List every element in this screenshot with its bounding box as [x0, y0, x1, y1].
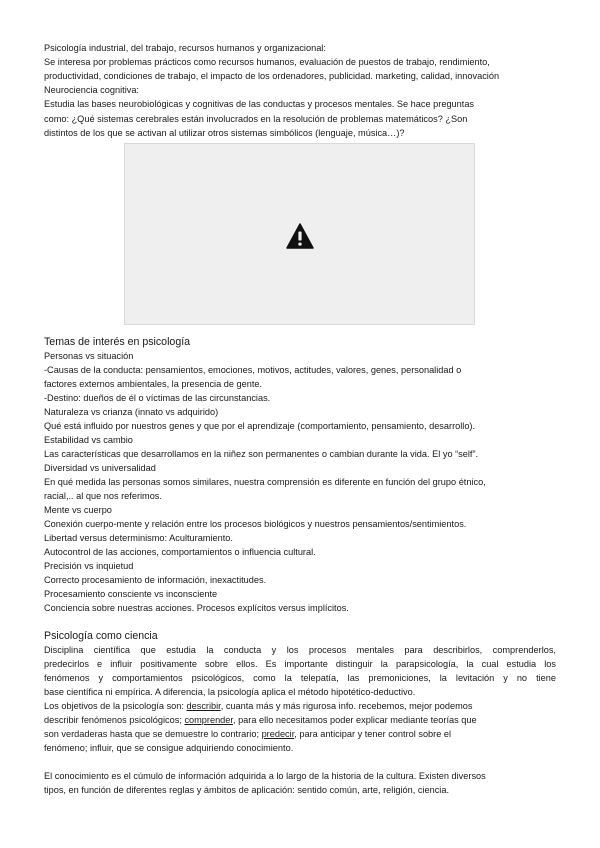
paragraph-line: Las características que desarrollamos en la niñez son permanentes o cambian durante la vida. El yo “self”.	[44, 449, 479, 459]
text-run: son verdaderas hasta que se demuestre lo contrario;	[44, 729, 262, 739]
topic-title: Mente vs cuerpo	[44, 505, 112, 515]
paragraph-line-objectives	[44, 714, 477, 726]
paragraph-line: Qué está influido por nuestros genes y que por el aprendizaje (comportamiento, pensamiento, desarrollo).	[44, 421, 476, 431]
paragraph-line: Conexión cuerpo-mente y relación entre los procesos biológicos y nuestros pensamientos/sentimientos.	[44, 519, 467, 529]
paragraph-line: -Destino: dueños de él o víctimas de las circunstancias.	[44, 393, 271, 403]
topic-title: Libertad versus determinismo: Aculturamiento.	[44, 533, 233, 543]
paragraph-line: productividad, condiciones de trabajo, el impacto de los ordenadores, publicidad. marketing, calidad, innovación	[44, 71, 500, 81]
topic-title: Procesamiento consciente vs inconsciente	[44, 589, 218, 599]
text-run: , para anticipar y tener control sobre el	[294, 729, 452, 739]
topic-title: Naturaleza vs crianza (innato vs adquirido)	[44, 407, 219, 417]
text-run: describir fenómenos psicológicos;	[44, 715, 185, 725]
subheading-cognitive-neuroscience: Neurociencia cognitiva:	[44, 85, 139, 95]
image-placeholder	[124, 143, 475, 325]
paragraph-line: fenómeno; influir, que se consigue adquiriendo conocimiento.	[44, 743, 294, 753]
topic-title: Personas vs situación	[44, 351, 134, 361]
subheading-industrial-psychology: Psicología industrial, del trabajo, recursos humanos y organizacional:	[44, 43, 326, 53]
paragraph-line: Estudia las bases neurobiológicas y cognitivas de las conductas y procesos mentales. Se hace preguntas	[44, 99, 475, 109]
paragraph-line: base científica ni empírica. A diferencia, la psicología aplica el método hipotético-deductivo.	[44, 687, 416, 697]
underlined-term-predecir: predecir	[261, 729, 295, 739]
paragraph-line-objectives	[44, 728, 451, 740]
text-run: Los objetivos de la psicología son:	[44, 701, 187, 711]
paragraph-line: tipos, en función de diferentes reglas y ámbitos de aplicación: sentido común, arte, religión, ciencia.	[44, 785, 449, 795]
paragraph-line: predecirlos e influir positivamente sobre ellos. Es importante distinguir la parapsicología, la cual estudia los	[44, 659, 556, 669]
underlined-term-comprender: comprender	[184, 715, 233, 725]
topic-title: Estabilidad vs cambio	[44, 435, 133, 445]
paragraph-line: Conciencia sobre nuestras acciones. Procesos explícitos versus implícitos.	[44, 603, 349, 613]
paragraph-line: Correcto procesamiento de información, inexactitudes.	[44, 575, 267, 585]
topic-title: Precisión vs inquietud	[44, 561, 134, 571]
topic-title: Diversidad vs universalidad	[44, 463, 156, 473]
section-heading-topics: Temas de interés en psicología	[44, 336, 191, 348]
underlined-term-describir: describir	[186, 701, 221, 711]
paragraph-line: -Causas de la conducta: pensamientos, emociones, motivos, actitudes, valores, genes, personalidad o	[44, 365, 462, 375]
paragraph-line: factores externos ambientales, la presencia de gente.	[44, 379, 263, 389]
paragraph-line: Disciplina científica que estudia la conducta y los procesos mentales para describirlos, comprenderlos,	[44, 645, 556, 655]
paragraph-line: En qué medida las personas somos similares, nuestra comprensión es diferente en función del grupo étnico,	[44, 477, 486, 487]
warning-icon	[286, 223, 314, 249]
text-run: , cuanta más y más rigurosa info. recebemos, mejor podemos	[220, 701, 473, 711]
paragraph-line: racial,.. al que nos referimos.	[44, 491, 162, 501]
paragraph-line-objectives	[44, 700, 472, 712]
paragraph-line: El conocimiento es el cúmulo de información adquirida a lo largo de la historia de la cultura. Existen diversos	[44, 771, 486, 781]
section-heading-science: Psicología como ciencia	[44, 630, 158, 642]
paragraph-line: como: ¿Qué sistemas cerebrales están involucrados en la resolución de problemas matemáticos? ¿Son	[44, 114, 468, 124]
paragraph-line: fenómenos y comportamientos psicológicos, como la telepatía, las premoniciones, la levitación y no tiene	[44, 673, 556, 683]
paragraph-line: distintos de los que se activan al utilizar otros sistemas simbólicos (lenguaje, música…)?	[44, 128, 405, 138]
paragraph-line: Autocontrol de las acciones, comportamientos o influencia cultural.	[44, 547, 316, 557]
paragraph-line: Se interesa por problemas prácticos como recursos humanos, evaluación de puestos de trabajo, rendimiento,	[44, 57, 490, 67]
text-run: , para ello necesitamos poder explicar mediante teorías que	[232, 715, 477, 725]
